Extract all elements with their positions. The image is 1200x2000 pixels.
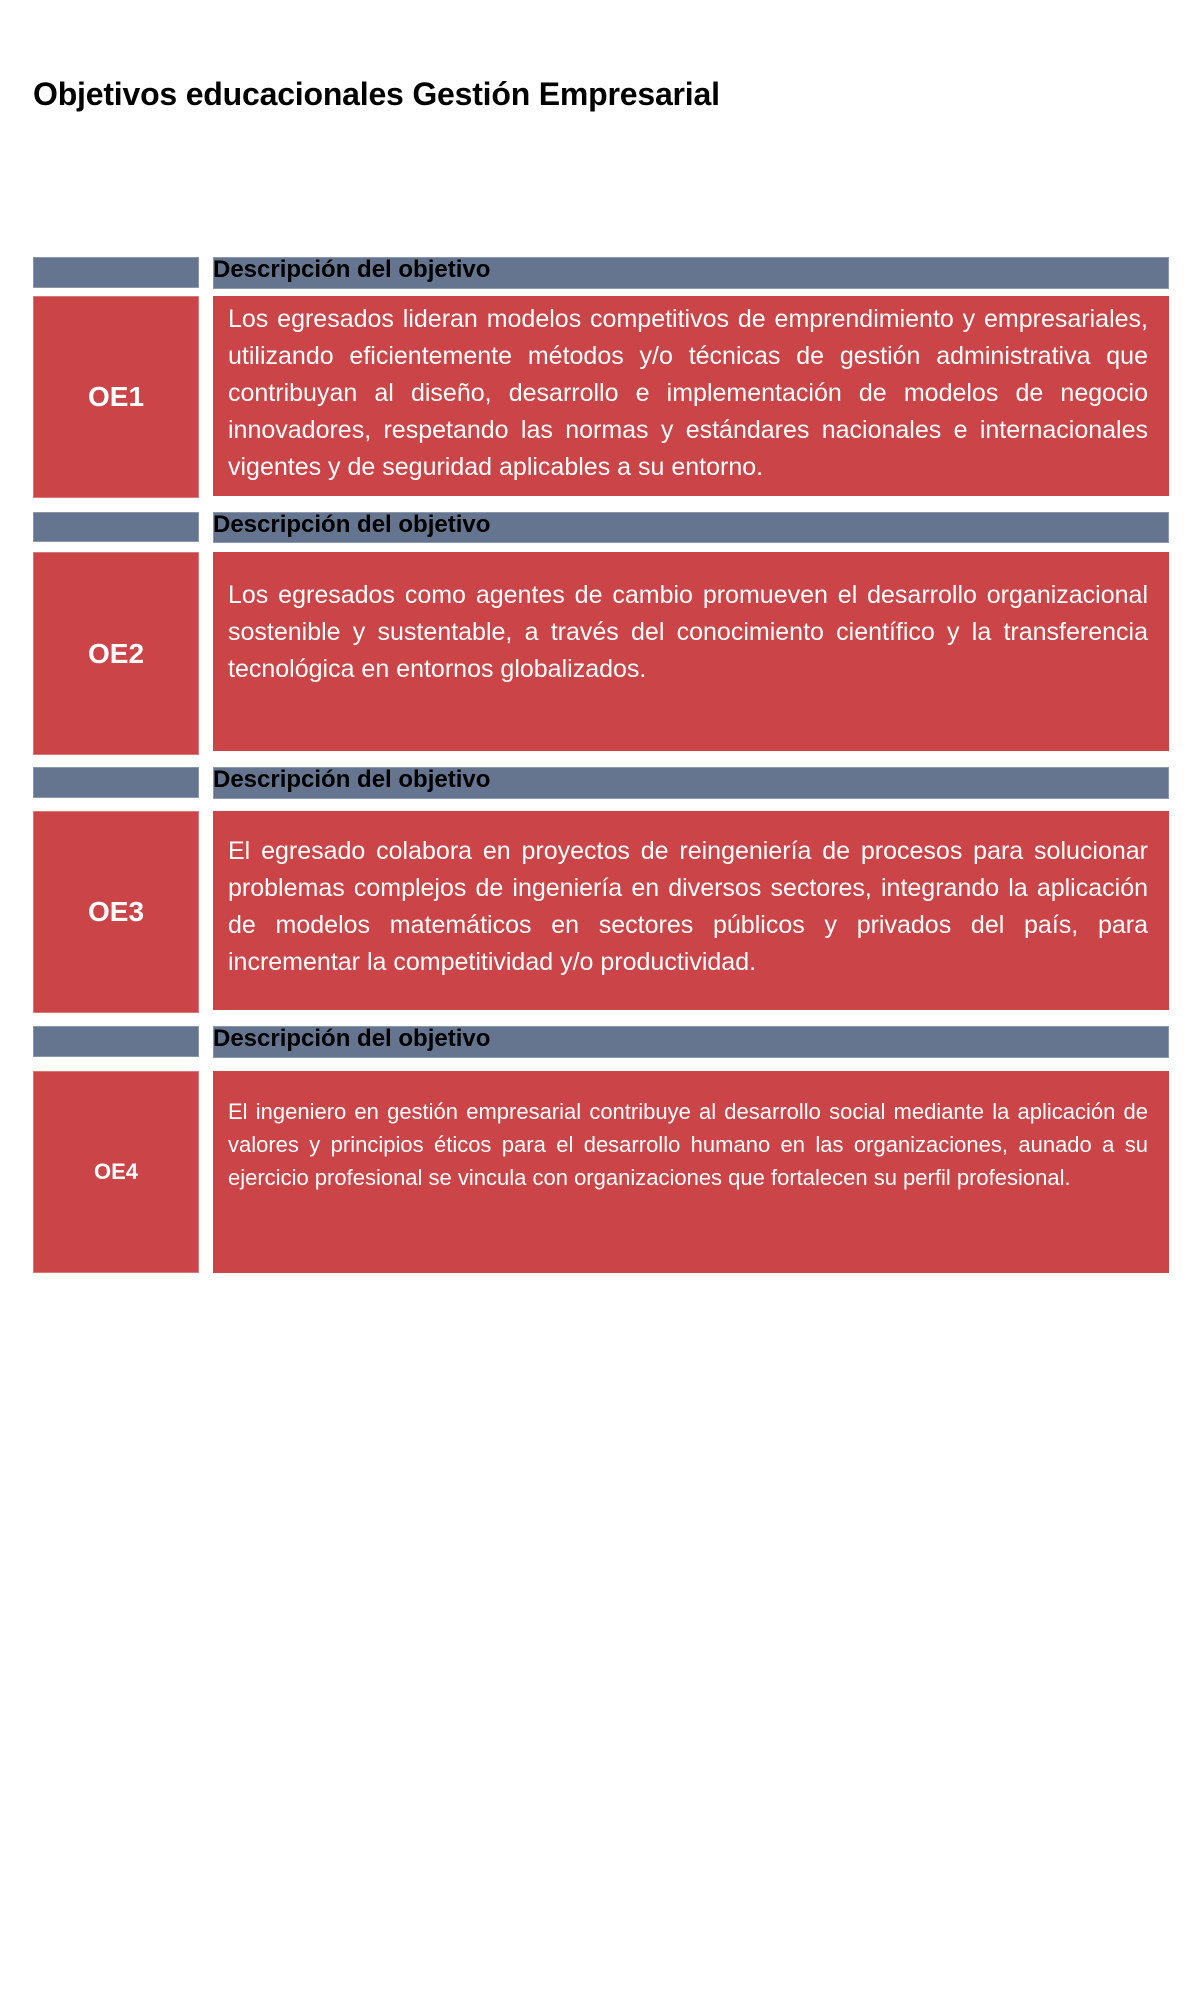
objective-description-cell: [213, 552, 1169, 751]
header-spacer-cell: [33, 257, 199, 288]
objective-code: OE2: [87, 637, 145, 669]
description-header: [213, 1026, 1169, 1058]
objective-code-cell: [33, 296, 199, 498]
objective-code-cell: [33, 1071, 199, 1273]
objective-code-cell: [33, 811, 199, 1013]
description-header-label: Descripción del objetivo: [213, 511, 491, 538]
header-spacer-cell: [33, 767, 199, 798]
objective-description-cell: [213, 811, 1169, 1010]
objective-code: OE3: [87, 896, 145, 927]
objective-code: OE4: [93, 1159, 139, 1184]
page-title: Objetivos educacionales Gestión Empresarial: [33, 76, 720, 112]
header-spacer-cell: [33, 1026, 199, 1057]
objective-description: Los egresados como agentes de cambio promueven el desarrollo organizacional sostenible y sustentable, a través del conocimiento científico y la transferencia tecnológica en entornos globalizados.: [228, 581, 1148, 683]
objective-description: El ingeniero en gestión empresarial contribuye al desarrollo social mediante la aplicación de valores y principios éticos para el desarrollo humano en las organizaciones, aunado a su ejercicio profesional se vincula con organizaciones que fortalecen su perfil profesional.: [228, 1099, 1148, 1190]
description-header-label: Descripción del objetivo: [213, 766, 491, 793]
objective-code: OE1: [87, 381, 145, 412]
description-header: [213, 767, 1169, 799]
objective-description: El egresado colabora en proyectos de reingeniería de procesos para solucionar problemas complejos de ingeniería en diversos sectores, integrando la aplicación de modelos matemáticos en sectores públicos y privados del país, para incrementar la competitividad y/o productividad.: [228, 837, 1148, 976]
description-header: [213, 512, 1169, 543]
objective-code-cell: [33, 552, 199, 755]
description-header-label: Descripción del objetivo: [213, 1025, 491, 1052]
objective-description: Los egresados lideran modelos competitivos de emprendimiento y empresariales, utilizando eficientemente métodos y/o técnicas de gestión administrativa que contribuyan al diseño, desarrollo e implementación de modelos de negocio innovadores, respetando las normas y estándares nacionales e internacionales vigentes y de seguridad aplicables a su entorno.: [228, 305, 1148, 481]
objective-description-cell: [213, 1071, 1169, 1273]
description-header-label: Descripción del objetivo: [213, 256, 491, 283]
description-header: [213, 257, 1169, 289]
header-spacer-cell: [33, 512, 199, 542]
objective-description-cell: [213, 296, 1169, 496]
